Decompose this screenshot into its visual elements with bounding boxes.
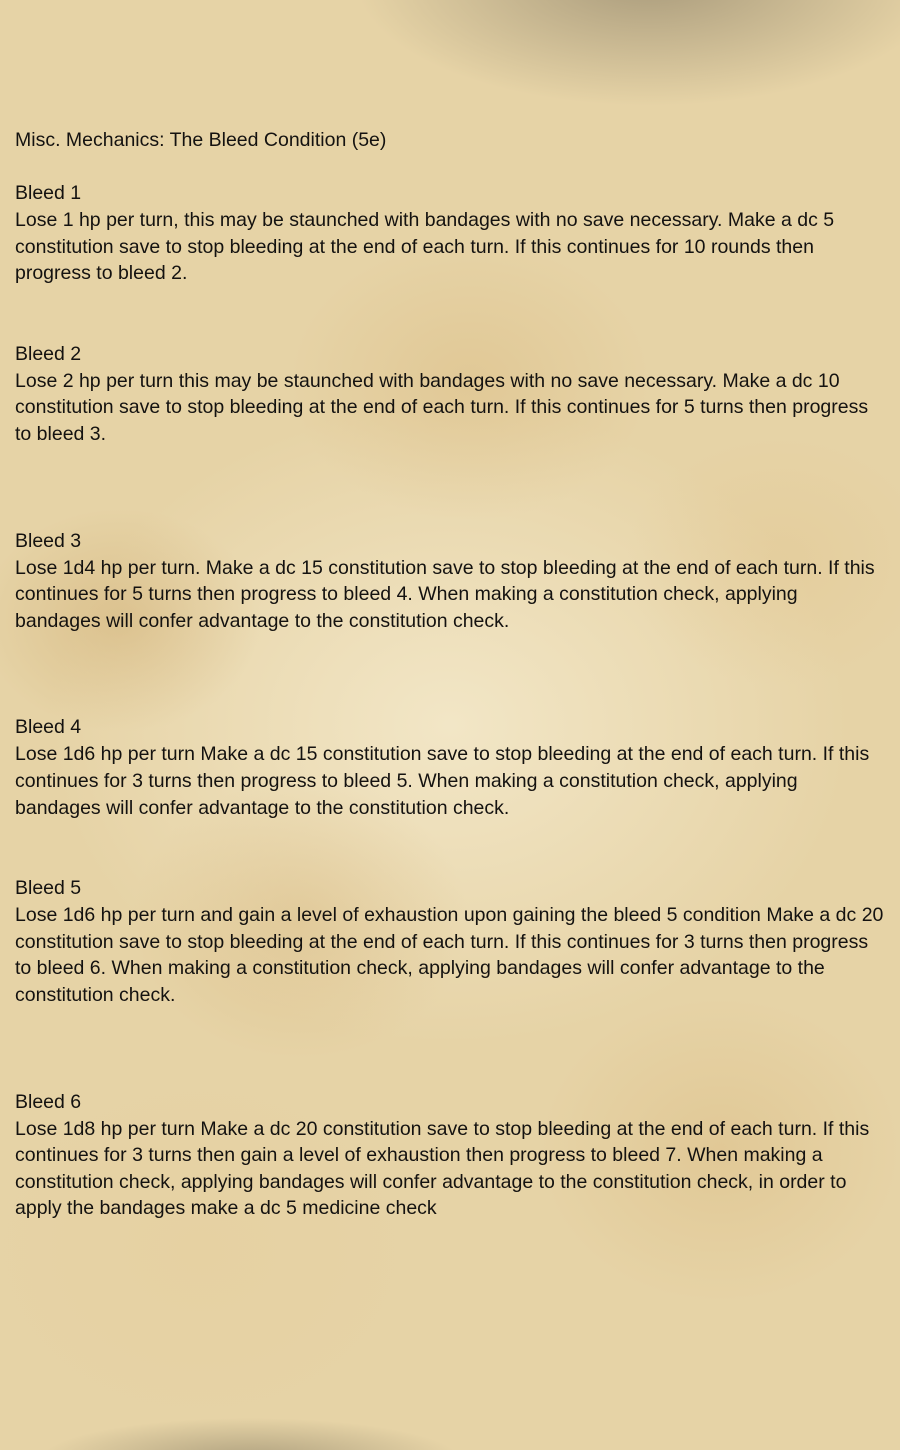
section-heading: Bleed 6	[15, 1090, 82, 1113]
section-heading: Bleed 4	[15, 716, 82, 739]
section-heading: Bleed 3	[15, 529, 82, 552]
section-body: Lose 1d4 hp per turn. Make a dc 15 constitution save to stop bleeding at the end of each turn. If this continues for 5 turns then progress to bleed 4. When making a constitution check, applying bandages will confer advantage to the constitution check.	[15, 556, 875, 632]
document-title: Misc. Mechanics: The Bleed Condition (5e)	[15, 129, 387, 151]
section-heading: Bleed 5	[15, 877, 82, 900]
section-heading: Bleed 1	[15, 182, 82, 204]
section-bleed-3	[15, 528, 885, 635]
section-bleed-6	[15, 1089, 885, 1222]
section-heading: Bleed 2	[15, 342, 82, 365]
section-bleed-1	[15, 180, 885, 287]
parchment-page	[15, 127, 885, 1222]
section-body: Lose 1d6 hp per turn Make a dc 15 constitution save to stop bleeding at the end of each turn. If this continues for 3 turns then progress to bleed 5. When making a constitution check, applying bandages will confer advantage to the constitution check.	[15, 743, 870, 819]
section-bleed-5	[15, 875, 885, 1008]
section-body: Lose 1d8 hp per turn Make a dc 20 constitution save to stop bleeding at the end of each turn. If this continues for 3 turns then gain a level of exhaustion then progress to bleed 7. When making a constitution check, applying bandages will confer advantage to the constitution check, in order to apply the bandages make a dc 5 medicine check	[15, 1117, 870, 1220]
section-body: Lose 2 hp per turn this may be staunched with bandages with no save necessary. Make a dc 10 constitution save to stop bleeding at the end of each turn. If this continues for 5 turns then progress to bleed 3.	[15, 369, 869, 445]
section-bleed-4	[15, 714, 885, 821]
section-bleed-2	[15, 341, 885, 448]
section-body: Lose 1d6 hp per turn and gain a level of exhaustion upon gaining the bleed 5 condition Make a dc 20 constitution save to stop bleeding at the end of each turn. If this continues for 3 turns then progress to bleed 6. When making a constitution check, applying bandages will confer advantage to the constitution check.	[15, 904, 884, 1006]
section-body: Lose 1 hp per turn, this may be staunched with bandages with no save necessary. Make a dc 5 constitution save to stop bleeding at the end of each turn. If this continues for 10 rounds then progress to bleed 2.	[15, 209, 835, 285]
